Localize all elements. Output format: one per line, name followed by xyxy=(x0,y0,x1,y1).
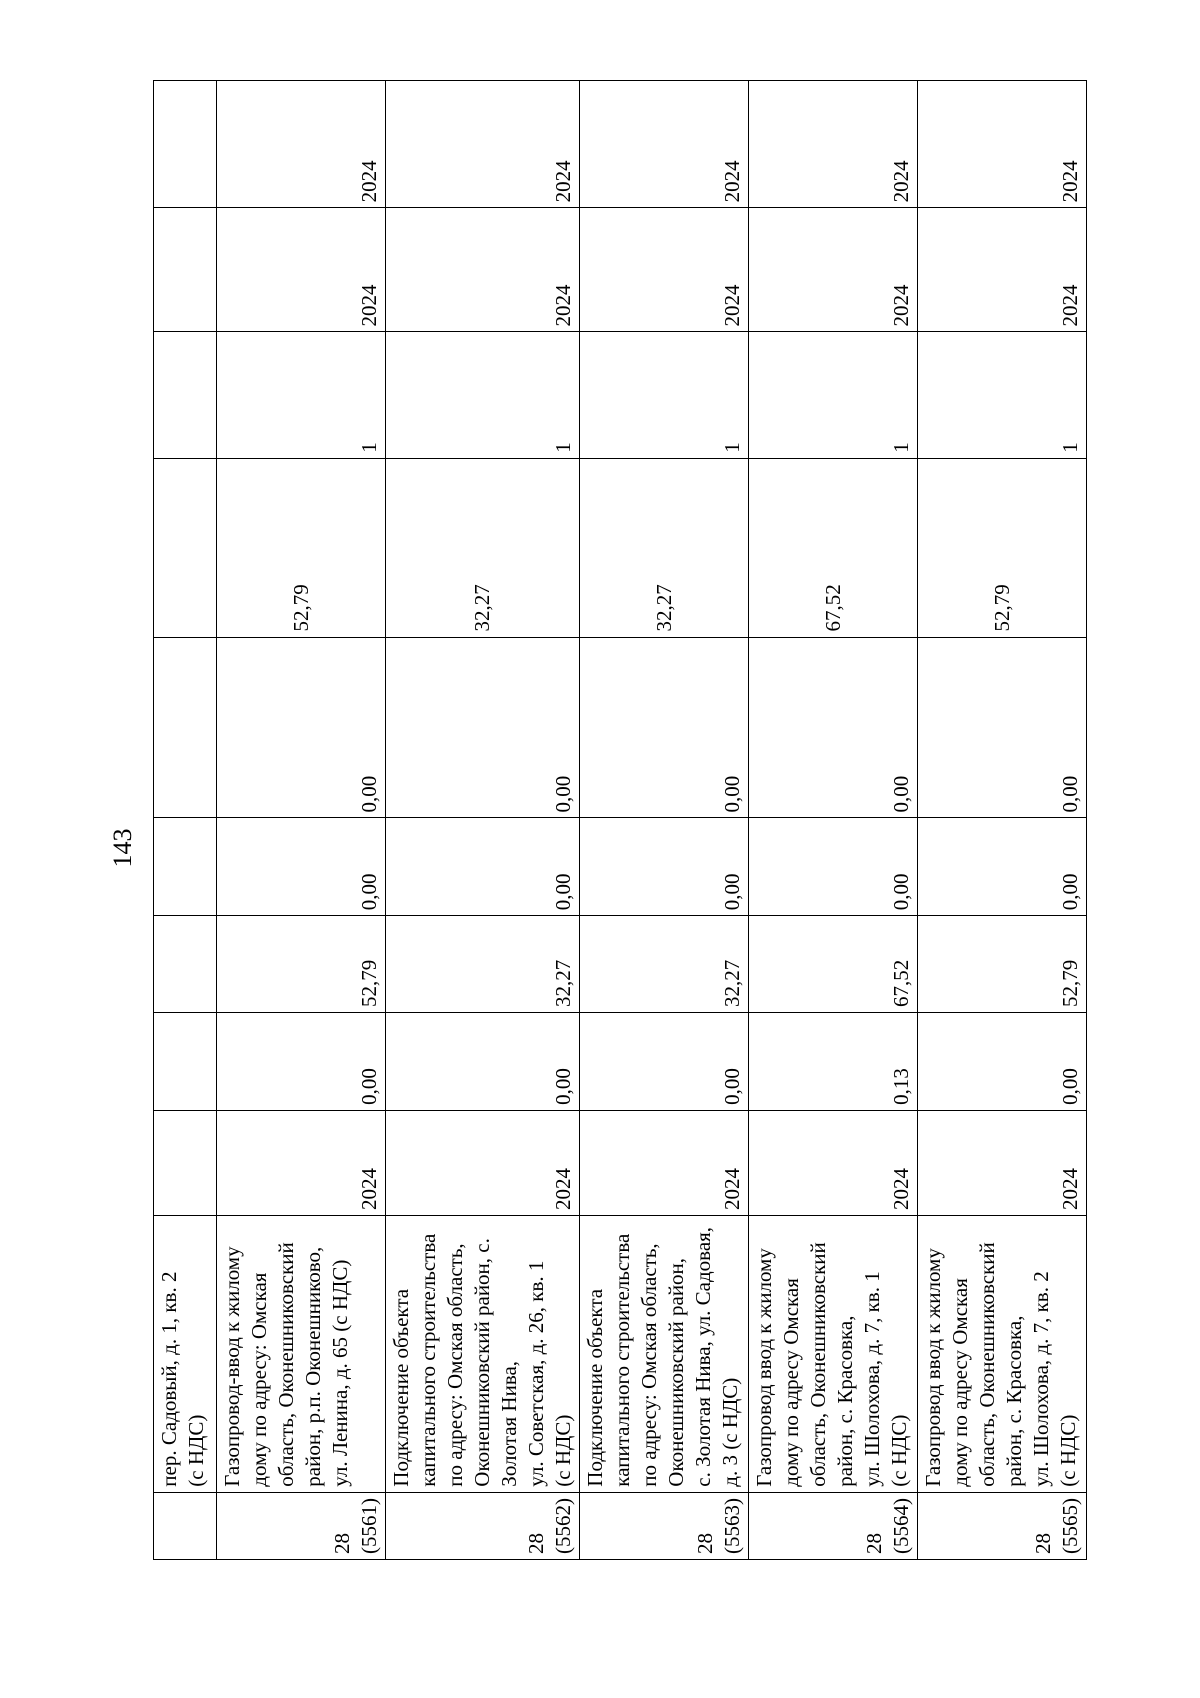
description-cell: Газопровод ввод к жилому дому по адресу Омская область, Оконешниковский район, с. Красовка, ул. Шолохова, д. 7, кв. 1 (с НДС) xyxy=(749,1216,918,1493)
table-row xyxy=(749,81,918,1560)
year-cell: 2024 xyxy=(580,81,749,208)
value-cell: 0,00 xyxy=(749,637,918,818)
value-cell: 52,79 xyxy=(918,916,1087,1013)
id-cell: 28 (5562) xyxy=(386,1492,580,1559)
value-cell: 0,00 xyxy=(580,818,749,916)
year-cell: 2024 xyxy=(217,208,386,332)
count-cell: 1 xyxy=(217,332,386,458)
value-cell: 0,13 xyxy=(749,1013,918,1111)
id-cell: 28 (5564) xyxy=(749,1492,918,1559)
year-cell: 2024 xyxy=(918,81,1087,208)
table-row xyxy=(217,81,386,1560)
year-cell: 2024 xyxy=(749,1110,918,1215)
data-table xyxy=(153,80,1087,1560)
year-cell: 2024 xyxy=(386,208,580,332)
year-cell: 2024 xyxy=(386,81,580,208)
value-cell: 0,00 xyxy=(386,818,580,916)
year-cell: 2024 xyxy=(918,1110,1087,1215)
value-cell: 67,52 xyxy=(749,458,918,637)
value-cell: 0,00 xyxy=(217,818,386,916)
page-number: 143 xyxy=(108,828,137,868)
value-cell: 52,79 xyxy=(217,458,386,637)
table-row xyxy=(580,81,749,1560)
id-cell: 28 (5565) xyxy=(918,1492,1087,1559)
value-cell: 32,27 xyxy=(580,916,749,1013)
value-cell: 0,00 xyxy=(918,818,1087,916)
table-row xyxy=(918,81,1087,1560)
value-cell: 52,79 xyxy=(217,916,386,1013)
count-cell: 1 xyxy=(580,332,749,458)
year-cell: 2024 xyxy=(217,1110,386,1215)
value-cell: 52,79 xyxy=(918,458,1087,637)
value-cell: 0,00 xyxy=(749,818,918,916)
value-cell: 0,00 xyxy=(918,637,1087,818)
value-cell: 0,00 xyxy=(918,1013,1087,1111)
id-cell: 28 (5561) xyxy=(217,1492,386,1559)
year-cell: 2024 xyxy=(217,81,386,208)
value-cell: 67,52 xyxy=(749,916,918,1013)
id-cell: 28 (5563) xyxy=(580,1492,749,1559)
description-cell: Газопровод-ввод к жилому дому по адресу: Омская область, Оконешниковский район, р.п. Оконешниково, ул. Ленина, д. 65 (с НДС) xyxy=(217,1216,386,1493)
description-cell: Газопровод ввод к жилому дому по адресу Омская область, Оконешниковский район, с. Красовка, ул. Шолохова, д. 7, кв. 2 (с НДС) xyxy=(918,1216,1087,1493)
rotated-table-wrapper xyxy=(153,80,1082,1560)
count-cell: 1 xyxy=(386,332,580,458)
table-row xyxy=(386,81,580,1560)
year-cell: 2024 xyxy=(580,208,749,332)
year-cell: 2024 xyxy=(580,1110,749,1215)
value-cell: 0,00 xyxy=(217,637,386,818)
value-cell: 0,00 xyxy=(580,1013,749,1111)
year-cell: 2024 xyxy=(386,1110,580,1215)
value-cell: 32,27 xyxy=(386,458,580,637)
id-cell xyxy=(154,1492,217,1559)
count-cell: 1 xyxy=(749,332,918,458)
count-cell: 1 xyxy=(918,332,1087,458)
value-cell: 32,27 xyxy=(580,458,749,637)
table-row-continuation xyxy=(154,81,217,1560)
value-cell: 0,00 xyxy=(217,1013,386,1111)
value-cell: 32,27 xyxy=(386,916,580,1013)
year-cell: 2024 xyxy=(918,208,1087,332)
year-cell: 2024 xyxy=(749,81,918,208)
year-cell: 2024 xyxy=(749,208,918,332)
description-cell: Подключение объекта капитального строительства по адресу: Омская область, Оконешниковский район, с. Золотая Нива, ул. Садовая, д. 3 (с НДС) xyxy=(580,1216,749,1493)
description-cell: Подключение объекта капитального строительства по адресу: Омская область, Оконешниковский район, с. Золотая Нива, ул. Советская, д. 26, кв. 1 (с НДС) xyxy=(386,1216,580,1493)
value-cell: 0,00 xyxy=(580,637,749,818)
value-cell: 0,00 xyxy=(386,1013,580,1111)
value-cell: 0,00 xyxy=(386,637,580,818)
description-cell: пер. Садовый, д. 1, кв. 2 (с НДС) xyxy=(154,1216,217,1493)
